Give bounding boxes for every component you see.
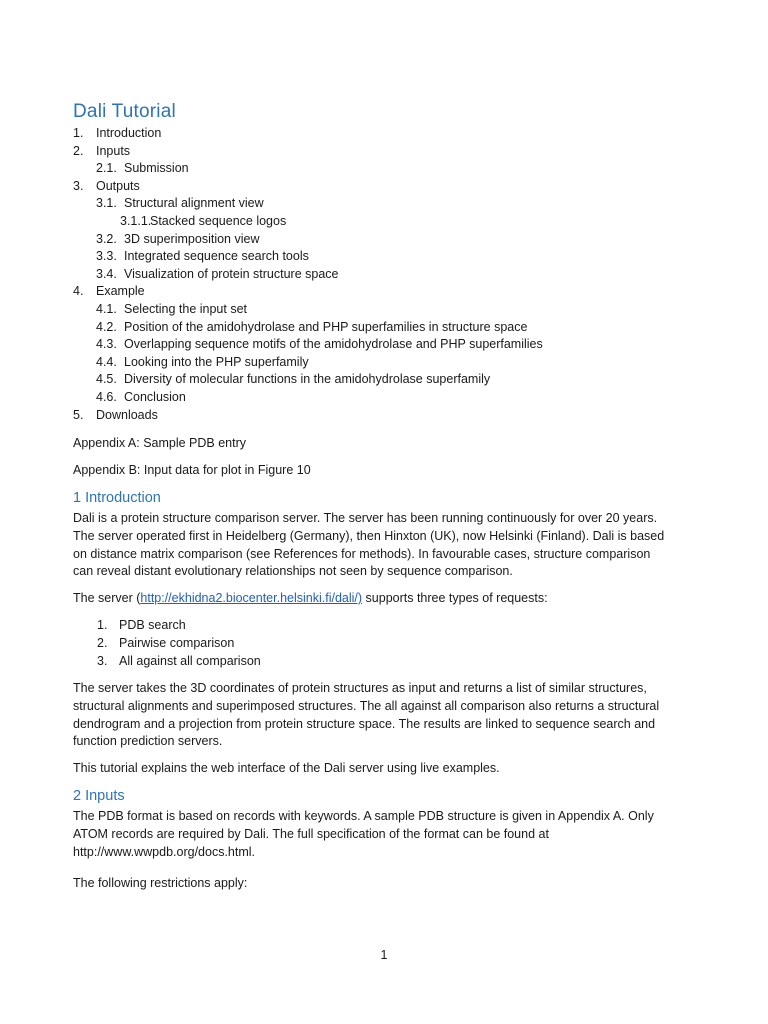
toc-item-submission[interactable]: [73, 160, 733, 178]
toc-label: Outputs: [96, 178, 140, 193]
toc-label: Looking into the PHP superfamily: [124, 354, 309, 369]
toc-item-visualization-structure-space[interactable]: [73, 266, 733, 284]
toc-number: 2.: [73, 143, 84, 158]
toc-number: 5.: [73, 407, 84, 422]
toc-number: 3.1.: [96, 196, 117, 211]
text-line: dendrogram and a projection from protein structure space. The results are linked to sequence search and: [73, 716, 656, 731]
toc-item-outputs[interactable]: [73, 178, 733, 196]
toc-label: Example: [96, 284, 145, 299]
toc-number: 4.5.: [96, 372, 117, 387]
toc-label: Overlapping sequence motifs of the amidohydrolase and PHP superfamilies: [124, 337, 543, 352]
server-description-paragraph: [73, 680, 703, 751]
toc-label: Submission: [124, 161, 189, 176]
section-heading-inputs: 2 Inputs: [73, 788, 125, 804]
toc-item-conclusion[interactable]: [73, 389, 733, 407]
text-line: function prediction servers.: [73, 734, 223, 749]
text-line: can reveal distant evolutionary relationships not seen by sequence comparison.: [73, 564, 513, 579]
toc-item-downloads[interactable]: [73, 407, 733, 425]
toc-number: 3.4.: [96, 266, 117, 281]
toc-number: 1.: [73, 126, 84, 140]
toc-item-structural-alignment-view[interactable]: [73, 195, 733, 213]
toc-item-introduction[interactable]: [73, 125, 733, 143]
server-link[interactable]: http://ekhidna2.biocenter.helsinki.fi/dali/): [140, 591, 363, 605]
toc-item-stacked-sequence-logos[interactable]: [73, 213, 733, 231]
toc-number: 4.6.: [96, 389, 117, 404]
toc-item-php-superfamily[interactable]: [73, 354, 733, 372]
toc-item-integrated-sequence-search-tools[interactable]: [73, 248, 733, 266]
toc-label: Conclusion: [124, 389, 186, 404]
toc-number: 4.3.: [96, 337, 117, 352]
toc-label: Inputs: [96, 143, 131, 158]
toc-number: 3.1.1.: [120, 213, 152, 228]
text-line: Dali is a protein structure comparison server. The server has been running continuously for over 20 years.: [73, 511, 658, 525]
list-number: 1.: [97, 618, 108, 632]
toc-number: 4.2.: [96, 319, 117, 334]
toc-label: Position of the amidohydrolase and PHP superfamilies in structure space: [124, 319, 528, 334]
toc-item-overlapping-motifs[interactable]: [73, 336, 733, 354]
toc-item-diversity-functions[interactable]: [73, 371, 733, 389]
toc-item-selecting-input-set[interactable]: [73, 301, 733, 319]
toc-number: 3.2.: [96, 231, 117, 246]
toc-label: Stacked sequence logos: [150, 213, 287, 228]
inputs-paragraph: [73, 808, 703, 861]
text-line: on distance matrix comparison (see References for methods). In favourable cases, structure comparison: [73, 546, 651, 561]
server-suffix: supports three types of requests:: [362, 591, 548, 605]
toc-item-example[interactable]: [73, 283, 733, 301]
appendix-a-line: Appendix A: Sample PDB entry: [73, 436, 247, 450]
toc-label: Visualization of protein structure space: [124, 266, 339, 281]
toc-label: Structural alignment view: [124, 196, 264, 211]
toc-number: 4.4.: [96, 354, 117, 369]
toc-number: 3.: [73, 178, 84, 193]
toc-number: 3.3.: [96, 249, 117, 264]
toc-item-3d-superimposition-view[interactable]: [73, 231, 733, 249]
toc-label: Integrated sequence search tools: [124, 249, 309, 264]
intro-paragraph: [73, 510, 703, 581]
list-text: Pairwise comparison: [119, 635, 235, 650]
list-number: 3.: [97, 653, 108, 668]
toc-number: 2.1.: [96, 161, 117, 176]
toc-label: Diversity of molecular functions in the amidohydrolase superfamily: [124, 372, 491, 387]
appendix-b-line: Appendix B: Input data for plot in Figure 10: [73, 463, 311, 477]
text-line: The server takes the 3D coordinates of protein structures as input and returns a list of similar structures,: [73, 681, 647, 695]
toc-label: Downloads: [96, 407, 158, 422]
list-text: All against all comparison: [119, 653, 261, 668]
text-line: http://www.wwpdb.org/docs.html.: [73, 844, 256, 859]
text-line: structural alignments and superimposed structures. The all against all comparison also returns a structural: [73, 698, 660, 713]
document-title: Dali Tutorial: [73, 101, 176, 122]
tutorial-sentence: This tutorial explains the web interface of the Dali server using live examples.: [73, 761, 500, 775]
toc-label: Introduction: [96, 126, 162, 140]
toc-number: 4.: [73, 284, 84, 299]
toc-label: 3D superimposition view: [124, 231, 260, 246]
text-line: The PDB format is based on records with keywords. A sample PDB structure is given in Appendix A. Only: [73, 809, 654, 823]
server-sentence: [73, 590, 703, 608]
text-line: The server operated first in Heidelberg (Germany), then Hinxton (UK), now Helsinki (Finland). Dali is based: [73, 528, 665, 543]
toc-number: 4.1.: [96, 301, 117, 316]
text-line: ATOM records are required by Dali. The full specification of the format can be found at: [73, 826, 549, 841]
list-text: PDB search: [119, 618, 186, 632]
toc-label: Selecting the input set: [124, 301, 247, 316]
page-number: 1: [380, 948, 388, 962]
server-prefix: The server (: [73, 591, 141, 605]
list-number: 2.: [97, 635, 108, 650]
section-heading-introduction: 1 Introduction: [73, 490, 161, 506]
table-of-contents: [73, 125, 733, 424]
toc-item-position-superfamilies[interactable]: [73, 319, 733, 337]
toc-item-inputs[interactable]: [73, 143, 733, 161]
restrictions-sentence: The following restrictions apply:: [73, 876, 248, 890]
